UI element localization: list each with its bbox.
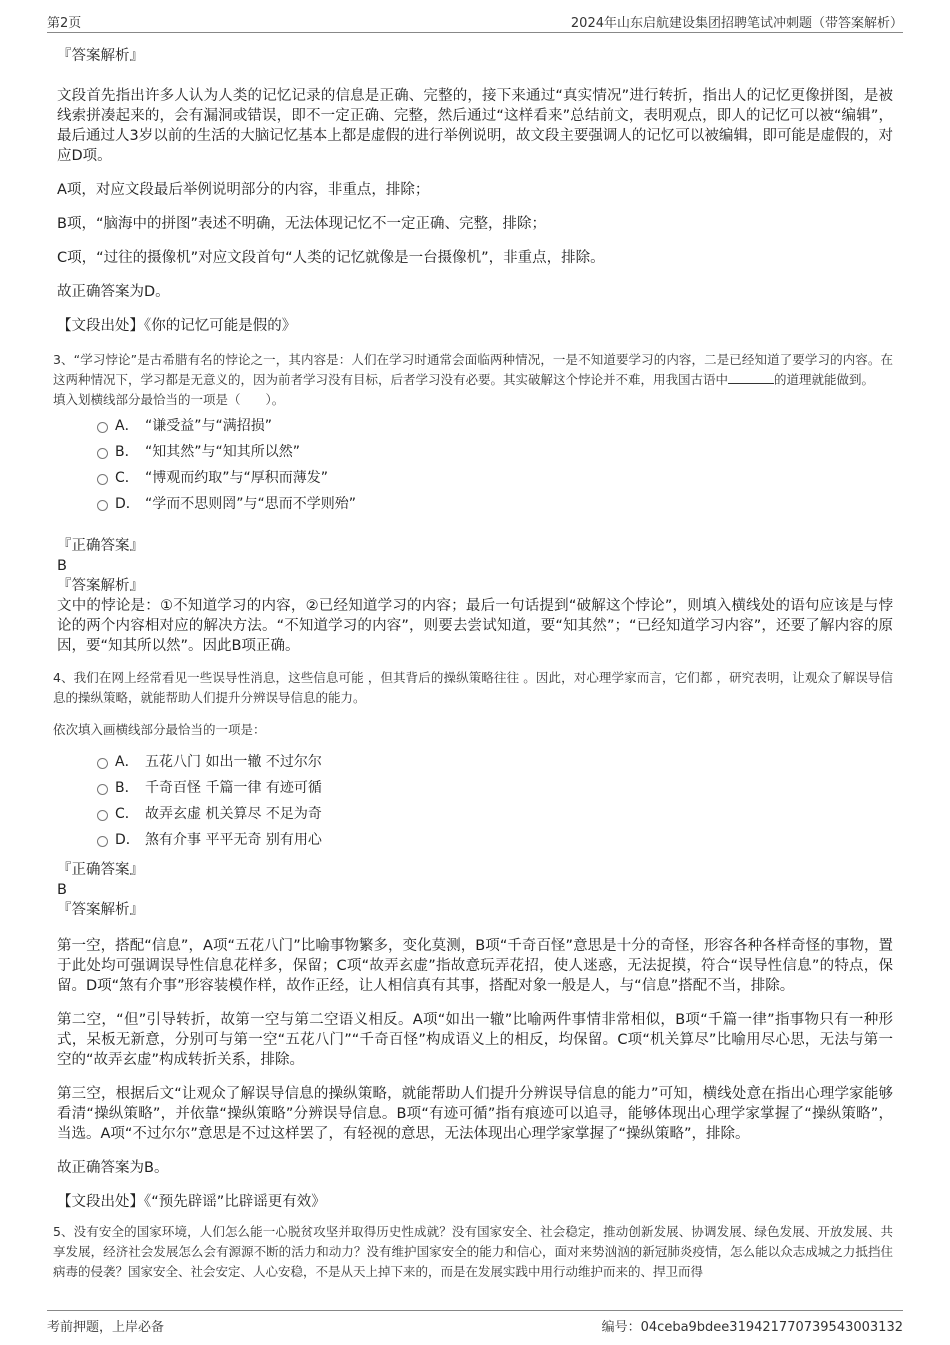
radio-icon[interactable] — [97, 758, 108, 769]
option-d[interactable]: D． “学而不思则罔”与“思而不学则殆” — [57, 492, 893, 518]
footer-slogan: 考前押题，上岸必备 — [47, 1320, 165, 1335]
radio-icon[interactable] — [97, 422, 108, 433]
question-3-prompt: 填入划横线部分最恰当的一项是（ ）。 — [53, 392, 285, 407]
question-3-text: 3、“学习悖论”是古希腊有名的悖论之一，其内容是：人们在学习时通常会面临两种情况，一是不知道要学习的内容，二是已经知道了要学习的内容。在这两种情况下，学习都是无意义的，因为前者学习没有目标，后者学习没有必要。其实破解这个悖论并不难，用我国古语中 的道理就能做到。 — [53, 352, 893, 387]
question-4-prompt: 依次填入画横线部分最恰当的一项是： — [53, 722, 266, 737]
answer-label: 『正确答案』 — [57, 862, 144, 878]
option-c[interactable]: C． “博观而约取”与“厚积而薄发” — [57, 466, 893, 492]
radio-icon[interactable] — [97, 836, 108, 847]
source: 【文段出处】《你的记忆可能是假的》 — [57, 318, 297, 334]
radio-icon[interactable] — [97, 448, 108, 459]
page-header — [47, 10, 903, 33]
document-id: 编号：04ceba9bdee3194217707395430031​32 — [601, 1320, 903, 1335]
question-5-text: 5、没有安全的国家环境，人们怎么能一心脱贫攻坚并取得历史性成就？没有国家安全、社会稳定，推动创新发展、协调发展、绿色发展、开放发展、共享发展，经济社会发展怎么会有源源不断的活力和动力？没有维护国家安全的能力和信心，面对来势汹汹的新冠肺炎疫情，怎么能以众志成城之力抵挡住病毒的侵袭？国家安全、社会安定、人心安稳，不是从天上掉下来的，而是在发展实践中用行动维护而来的、捍卫而得 — [53, 1224, 893, 1279]
answer-value: B — [57, 558, 67, 574]
radio-icon[interactable] — [97, 500, 108, 511]
radio-icon[interactable] — [97, 784, 108, 795]
radio-icon[interactable] — [97, 810, 108, 821]
question-3-options — [57, 414, 893, 518]
option-b[interactable]: B． 千奇百怪 千篇一律 有迹可循 — [57, 776, 893, 802]
document-title: 2024年山东启航建设集团招聘笔试冲刺题（带答案解析） — [570, 16, 903, 31]
analysis-paragraph-2: 第二空，“但”引导转折，故第一空与第二空语义相反。A项“如出一辙”比喻两件事情非常相似，B项“千篇一律”指事物只有一种形式，呆板无新意，分别可与第一空“五花八门”“千奇百怪”构成语义上的相反，均保留。C项“机关算尽”比喻用尽心思，无法与第一空的“故弄玄虚”构成转折关系，排除。 — [57, 1012, 893, 1068]
analysis-label: 『答案解析』 — [57, 902, 144, 918]
option-a[interactable]: A． “谦受益”与“满招损” — [57, 414, 893, 440]
analysis-paragraph: 文段首先指出许多人认为人类的记忆记录的信息是正确、完整的，接下来通过“真实情况”进行转折，指出人的记忆更像拼图，是被线索拼凑起来的，会有漏洞或错误，即不一定正确、完整，然后通过“这样看来”总结前文，表明观点，即人的记忆可以被“编辑”，最后通过人3岁以前的生活的大脑记忆基本上都是虚假的进行举例说明，故文段主要强调人的记忆可以被编辑，即可能是虚假的，对应D项。 — [57, 88, 893, 164]
page-number: 第2页 — [47, 16, 82, 31]
analysis-option-c: C项，“过往的摄像机”对应文段首句“人类的记忆就像是一台摄像机”，非重点，排除。 — [57, 250, 605, 266]
answer-value: B — [57, 882, 67, 898]
question-4-options — [57, 750, 893, 854]
answer-label: 『正确答案』 — [57, 538, 144, 554]
conclusion: 故正确答案为B。 — [57, 1160, 169, 1176]
conclusion: 故正确答案为D。 — [57, 284, 170, 300]
analysis-paragraph-1: 第一空，搭配“信息”，A项“五花八门”比喻事物繁多，变化莫测，B项“千奇百怪”意思是十分的奇怪，形容各种各样奇怪的事物，置于此处均可强调误导性信息花样多，保留；C项“故弄玄虚”指故意玩弄花招，使人迷惑，无法捉摸，符合“误导性信息”的特点，保留。D项“煞有介事”形容装模作样，故作正经，让人相信真有其事，搭配对象一般是人，与“信息”搭配不当，排除。 — [57, 938, 893, 994]
analysis-label: 『答案解析』 — [57, 48, 144, 64]
option-b[interactable]: B． “知其然”与“知其所以然” — [57, 440, 893, 466]
fill-blank — [728, 371, 774, 384]
analysis-label: 『答案解析』 — [57, 578, 144, 594]
question-4-text: 4、我们在网上经常看见一些误导性消息，这些信息可能 ，但其背后的操纵策略往往 。因此，对心理学家而言，它们都 ，研究表明，让观众了解误导信息的操纵策略，就能帮助人们提升分辨误导信息的能力。 — [53, 670, 893, 705]
source: 【文段出处】《“预先辟谣”比辟谣更有效》 — [57, 1194, 326, 1210]
analysis-option-b: B项，“脑海中的拼图”表述不明确，无法体现记忆不一定正确、完整，排除； — [57, 216, 546, 232]
radio-icon[interactable] — [97, 474, 108, 485]
page-content — [53, 36, 893, 1282]
option-c[interactable]: C． 故弄玄虚 机关算尽 不足为奇 — [57, 802, 893, 828]
analysis-paragraph-3: 第三空，根据后文“让观众了解误导信息的操纵策略，就能帮助人们提升分辨误导信息的能力”可知，横线处意在指出心理学家能够看清“操纵策略”，并依靠“操纵策略”分辨误导信息。B项“有迹可循”指有痕迹可以追寻，能够体现出心理学家掌握了“操纵策略”，当选。A项“不过尔尔”意思是不过这样罢了，有轻视的意思，无法体现出心理学家掌握了“操纵策略”，排除。 — [57, 1086, 893, 1142]
analysis-option-a: A项，对应文段最后举例说明部分的内容，非重点，排除； — [57, 182, 430, 198]
page-footer — [47, 1310, 903, 1335]
analysis-paragraph: 文中的悖论是：①不知道学习的内容，②已经知道学习的内容；最后一句话提到“破解这个悖论”，则填入横线处的语句应该是与悖论的两个内容相对应的解决方法。“不知道学习的内容”，则要去尝试知道，要“知其然”；“已经知道学习内容”，还要了解内容的原因，要“知其所以然”。因此B项正确。 — [57, 598, 893, 654]
option-d[interactable]: D． 煞有介事 平平无奇 别有用心 — [57, 828, 893, 854]
option-a[interactable]: A． 五花八门 如出一辙 不过尔尔 — [57, 750, 893, 776]
